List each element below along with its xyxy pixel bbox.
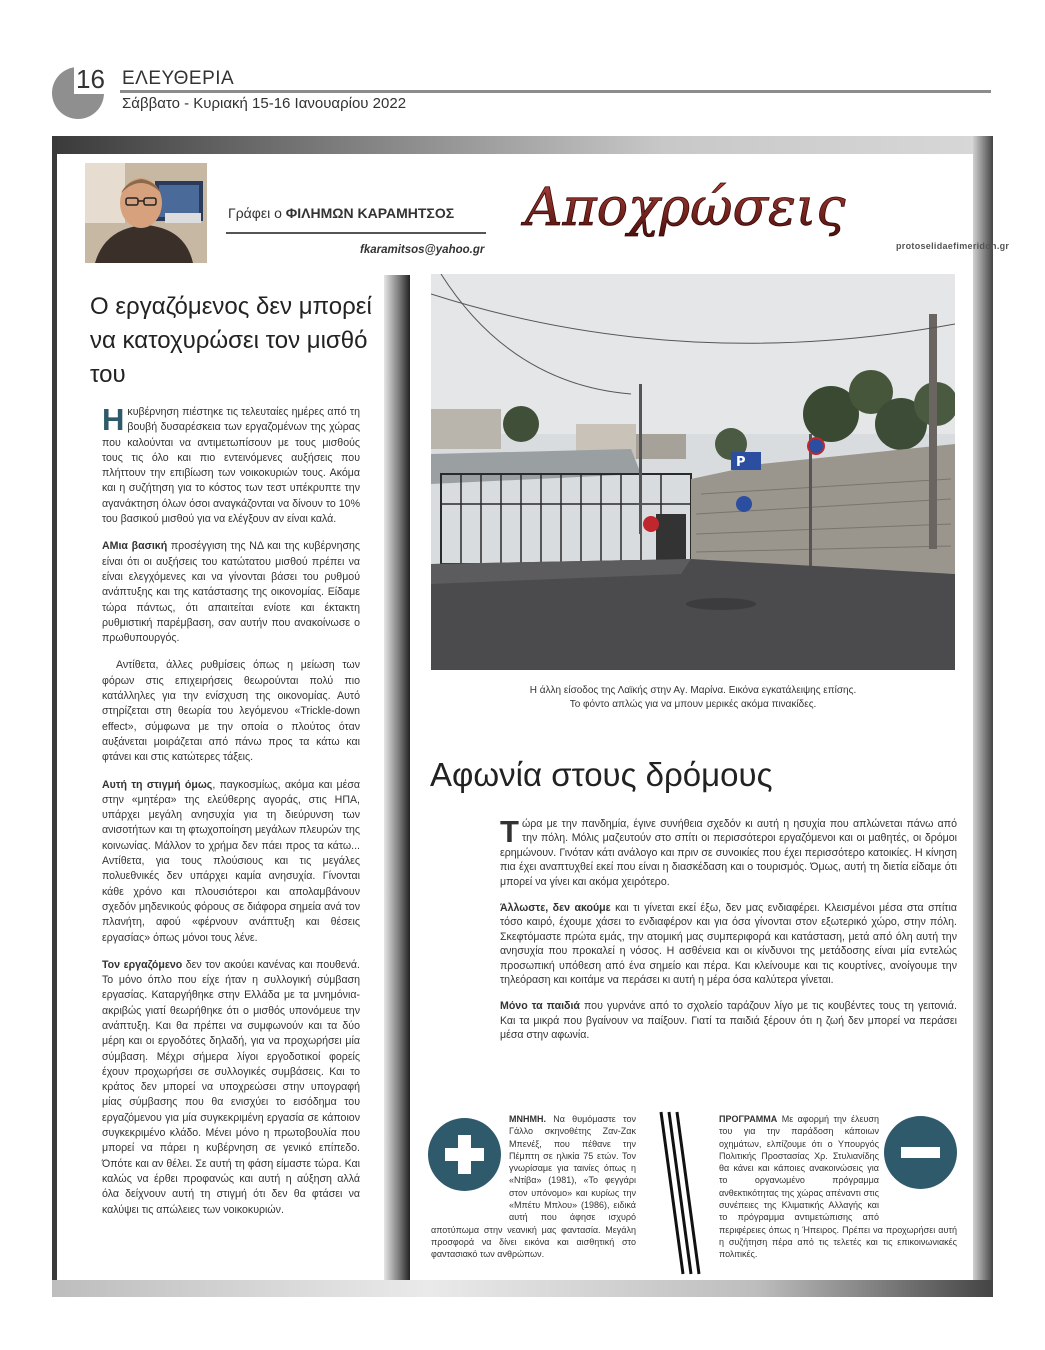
article-photo — [431, 274, 955, 670]
dropcap: Τ — [500, 814, 519, 849]
column-logo — [515, 165, 910, 250]
photo-caption-line-2: Το φόντο απλώς για να μπουν μερικές ακόμα πινακίδες. — [569, 699, 817, 710]
author-email[interactable]: fkaramitsos@yahoo.gr — [360, 244, 485, 256]
left-column-divider — [384, 275, 410, 1280]
frame-top-bar — [52, 136, 993, 154]
paper-name: ΕΛΕΥΘΕΡΙΑ — [122, 68, 235, 89]
author-photo — [85, 163, 207, 263]
plus-box-text: ΜΝΗΜΗ. Να θυμόμαστε τον Γάλλο σκηνοθέτης Ζαν-Ζακ Μπενέξ, που πέθανε την Πέμπτη σε ηλικία 75 ετών. Τον γνωρίσαμε για ταινίες όπως η «Ντίβα» (1981), «Το φεγγάρι στον υπόνομο» και κυρίως την «Μπέτυ Μπλου» (1986), ειδικά αυτή που άφησε ισχυρό αποτύπωμα στην νεανική μας φαντασία. Μεγάλη προσφορά να δίνει εικόνα και αισθητική στο φαντασιακό των ανθρώπων. — [431, 1114, 636, 1260]
watermark: protoselidaefimeridon.gr — [896, 241, 1010, 251]
right-paragraph-3: Μόνο τα παιδιά που γυρνάνε από το σχολείο ταράζουν λίγο με τις κουβέντες τους τη γειτονιά. Και τα μικρά που βγαίνουν να παίξουν. Γιατί τα παιδιά ξέρουν ότι η ζωή δεν μπορεί να περάσει μέσα στην αφωνία. — [500, 1000, 957, 1042]
minus-box-text: ΠΡΟΓΡΑΜΜΑ Με αφορμή την έλευση του για την παράδοση κάποιων οχημάτων, ελπίζουμε ότι ο Υπουργός Πολιτικής Προστασίας Χρ. Στυλιανίδης θα κάνει και κάποιες ανακοινώσεις για το οργανωμένο πρόγραμμα ανθεκτικότητας της χώρας απέναντι στις συνέπειες της Κλιματικής Αλλαγής και το πρόγραμμα αντιμετώπισης από περιφέρειες όπως η Ήπειρος. Πρέπει να προχωρήσει αυτή η συζήτηση πέρα από τις τελετές και τις επικοινωνιακές πολιτικές. — [719, 1114, 957, 1260]
left-paragraph-5: Τον εργαζόμενο δεν τον ακούει κανένας και πουθενά. Το μόνο όπλο που είχε ήταν η συλλογική σύμβαση εργασίας. Καταργήθηκε στην Ελλάδα με τα μνημόνια- ακριβώς γιατί θεωρήθηκε ότι ο μισθός υπονόμευε την ανάπτυξη. Και θα πρέπει να συμφωνούν και τα δύο μέρη και οι εργοδότες δηλαδή, για να προχωρήσει μία σύμβαση. Μέχρι σήμερα λίγοι εργοδοτικοί φορείς έχουν προχωρήσει σε συλλογικές συμβάσεις. Και το κράτος δεν μπορεί να υποχρεώσει στην υπογραφή μίας σύμβασης που θα ενισχύει το εισόδημα του εργαζόμενου για μία συγκεκριμένη εργασία σε κάποιον συγκεκριμένο κλάδο. Μένει μόνο η πρωτοβουλία που μπορεί να πάρει η κυβέρνηση σε γενικό επίπεδο. Όπότε και αν θέλει. Σε αυτή τη φάση είμαστε τώρα. Και καλώς να έρθει προφανώς και αυτή η αύξηση αλλά όλα δείχνουν αυτή τη στιγμή ότι δεν θα φτάσει να καλύψει τις απώλειες των νοικοκυριών. — [102, 958, 360, 1216]
frame-right-bar — [973, 136, 993, 1297]
plus-minus-divider — [657, 1110, 703, 1276]
issue-date: Σάββατο - Κυριακή 15-16 Ιανουαρίου 2022 — [122, 95, 407, 112]
left-paragraph-4: Αυτή τη στιγμή όμως, παγκοσμίως, ακόμα και μέσα στην «μητέρα» της ελεύθερης αγοράς, στις ΗΠΑ, υπάρχει μεγάλη ανησυχία για τη διεύρυνση των ανισοτήτων και τη φτωχοποίηση μεγάλων πλευρών της κοινωνίας. Μάλλον το χρήμα δεν πάει προς τα κάτω... Αντίθετα, για τους πλούσιους και τις μεγάλες πολυεθνικές δεν υπάρχει καμία ανησυχία. Γίνονται κάθε χρόνο και πλουσιότεροι και απολαμβάνουν σχεδόν μηδενικούς φόρους σε διάφορα σημεία ανά τον πλανήτη, αφού «φέρνουν ανάπτυξη και θέσεις εργασίας» όπως μόνοι τους λένε. — [102, 778, 361, 944]
left-article-title: Ο εργαζόμενος δεν μπορεί να κατοχυρώσει τον μισθό του — [90, 293, 372, 388]
photo-caption — [431, 684, 955, 712]
dropcap: Η — [102, 402, 125, 437]
right-article-body — [500, 814, 957, 1055]
byline: Γράφει ο ΦΙΛΗΜΩΝ ΚΑΡΑΜΗΤΣΟΣ — [228, 205, 455, 221]
byline-rule — [226, 232, 486, 234]
right-paragraph-1: Τώρα με την πανδημία, έγινε συνήθεια σχεδόν κι αυτή η ησυχία που απλώνεται πάνω από την πόλη. Μόλις μαζευτούν στο σπίτι οι περισσότεροι εργαζόμενοι και οι μαθητές, οι δρόμοι ερημώνουν. Γινόταν κάτι ανάλογο και πριν σε συνοικίες που έχει περισσότερο κατοικίες. Η κίνηση πια έχει αναπτυχθεί εκεί που είναι η διασκέδαση και ο τουρισμός. Όμως, αυτή τη διετία είδαμε ότι μπορεί να γίνει και ακόμα χειρότερο. — [500, 814, 957, 888]
svg-text:P: P — [736, 455, 746, 470]
frame-left-bar — [52, 136, 57, 1297]
page-number: 16 — [76, 64, 105, 94]
right-article-title: Αφωνία στους δρόμους — [430, 756, 773, 793]
photo-caption-line-1: Η άλλη είσοδος της Λαϊκής στην Αγ. Μαρίνα. Εικόνα εγκατάλειψης επίσης. — [529, 685, 857, 696]
column-logo-text: Αποχρώσεις — [525, 178, 846, 238]
right-paragraph-2: Άλλωστε, δεν ακούμε και τι γίνεται εκεί έξω, δεν μας ενδιαφέρει. Κλεισμένοι μέσα στα σπίτια τόσο καιρό, έχουμε χάσει το ενδιαφέρον και για όσα γίνονται στον εξωτερικό χώρο, στην πόλη. Σκεφτόμαστε πρώτα εμάς, την ατομική μας συμπεριφορά και κατάσταση, μετά από όλη αυτή την ανησυχία που προκαλεί η νόσος. Η ασθένεια και οι κίνδυνοι της μετάδοσης είναι μία εντελώς προσωπική υπόθεση από ένα σημείο και πέρα. Και κλείνουμε και τις κουρτίνες, ανοίγουμε την τηλεόραση και κοιτάμε να περάσει κι αυτή η μέρα όσα καλύτερα γίνεται. — [500, 902, 957, 987]
masthead-rule — [120, 90, 991, 93]
left-paragraph-2: ΑΜια βασική προσέγγιση της ΝΔ και της κυβέρνησης είναι ότι οι αυξήσεις του κατώτατου μισθού πρέπει να είναι ελεγχόμενες και να γίνονται βάσει του ρυθμού ανάπτυξης και της κατάστασης της οικονομίας. Είδαμε τώρα πάντως, ότι απαιτείται ενίοτε και έκτακτη ρυθμιστική παρέμβαση, σαν αυτήν που ανακοίνωσε ο πρωθυπουργός. — [102, 540, 360, 645]
left-article-body — [102, 402, 361, 1230]
left-paragraph-3: Αντίθετα, άλλες ρυθμίσεις όπως η μείωση των φόρων στις επιχειρήσεις θεωρούνται πολύ πιο κατάλληλες για την ενίσχυση της οικονομίας. Αυτό στηρίζεται στη θεωρία του λεγόμενου «Trickle-down effect», σύμφωνα με την οποία ο πλούτος όταν αυξάνεται μοιράζεται από πάνω προς τα κάτω και φτάνει και στις κατώτερες τάξεις. — [102, 659, 360, 764]
frame-bottom-bar — [52, 1280, 993, 1297]
author-name: ΦΙΛΗΜΩΝ ΚΑΡΑΜΗΤΣΟΣ — [285, 205, 455, 221]
left-paragraph-1: Ηκυβέρνηση πιέστηκε τις τελευταίες ημέρες από τη βουβή δυσαρέσκεια των εργαζομένων της χώρας που καλούνται να αντιμετωπίσουν με τους μισθούς τους τις όλο και πιο εντεινόμενες αυξήσεις που πλήττουν την επιβίωση των νοικοκυριών τους. Ακόμα και η συζήτηση για το κόστος των τεστ υπέκρυπτε την αγανάκτηση όλων όσοι αναγκάζονται να δίνουν το 10% του βασικού μισθού για να ελέγξουν αν είναι καλά. — [102, 402, 360, 526]
